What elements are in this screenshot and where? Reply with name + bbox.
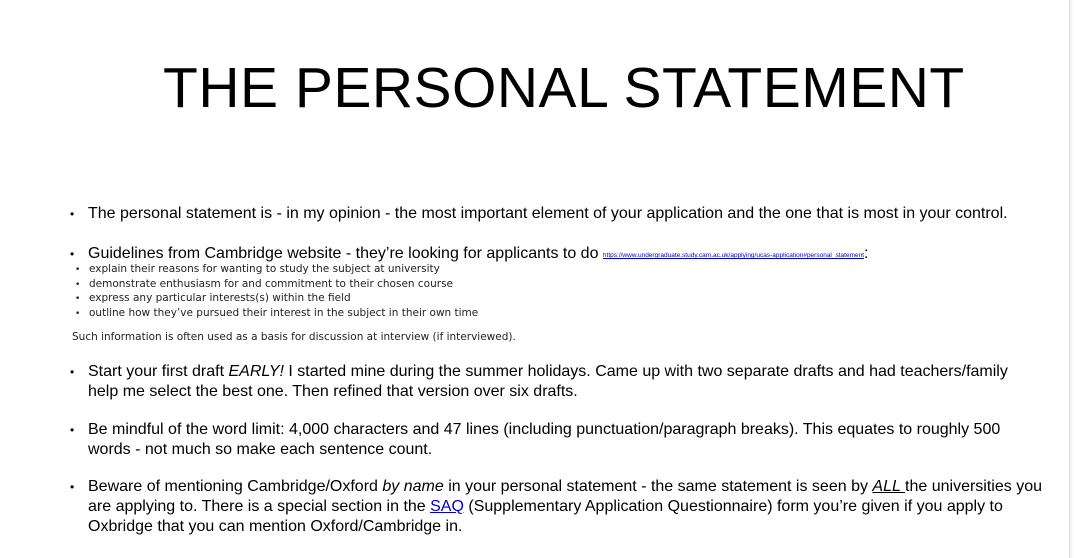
sub-list-item-text: explain their reasons for wanting to study the subject at university: [89, 263, 440, 275]
sub-list-item: [75, 292, 478, 307]
bullet-marker: •: [75, 294, 81, 305]
list-item-text: The personal statement is - in my opinion - the most important element of your application and the one that is most in your control.: [88, 205, 1008, 222]
list-item: [70, 420, 1060, 460]
sub-list-item: [75, 307, 478, 322]
bullet-marker: •: [70, 365, 75, 379]
bullet-marker: •: [70, 480, 75, 494]
emphasis-text: EARLY!: [228, 363, 284, 380]
page-title: THE PERSONAL STATEMENT: [163, 56, 965, 120]
page-edge: [1069, 0, 1074, 558]
text-run: Be mindful of the word limit: 4,000 characters and 47 lines (including punctuation/paragraph breaks). This equates to roughly 500: [88, 421, 1001, 438]
text-run: words - not much so make each sentence count.: [88, 441, 433, 458]
sub-list-item: [75, 263, 478, 278]
colon: :: [864, 245, 869, 262]
bullet-marker: •: [70, 247, 75, 261]
bullet-marker: •: [75, 265, 81, 275]
bullet-marker: •: [70, 423, 75, 437]
list-item-text: [88, 477, 1060, 537]
sub-list-item-text: outline how they’ve pursued their interest in the subject in their own time: [89, 306, 479, 319]
text-run: Oxbridge that you can mention Oxford/Cambridge in.: [88, 518, 463, 535]
sub-list-item-text: express any particular interests(s) within the field: [89, 292, 351, 305]
list-item: [70, 477, 1060, 537]
text-run: in your personal statement - the same statement is seen by: [443, 478, 873, 495]
bullet-marker: •: [75, 279, 81, 290]
text-run: the universities you: [905, 478, 1042, 495]
bullet-marker: •: [70, 207, 75, 221]
text-run: are applying to. There is a special section in the: [88, 498, 431, 515]
list-item: [70, 362, 1060, 402]
text-run: I started mine during the summer holidays. Came up with two separate drafts and had teachers/family: [283, 363, 1008, 380]
emphasis-text: by name: [382, 478, 444, 495]
guidelines-text: Guidelines from Cambridge website - they’re looking for applicants to do: [88, 245, 603, 262]
sub-list: [75, 263, 478, 321]
sub-list-item-text: demonstrate enthusiasm for and commitment to their chosen course: [89, 277, 453, 290]
list-item-text: [88, 420, 1060, 460]
list-item: [70, 204, 1060, 224]
sub-list-item: [75, 278, 478, 293]
text-run: Start your first draft: [88, 363, 229, 380]
text-run: help me select the best one. Then refined that version over six drafts.: [88, 383, 578, 400]
interview-note: Such information is often used as a basis for discussion at interview (if interviewed).: [72, 331, 516, 343]
list-item-text: [88, 362, 1060, 402]
saq-link[interactable]: SAQ: [430, 498, 464, 515]
bullet-marker: •: [75, 308, 81, 319]
text-run: (Supplementary Application Questionnaire) form you’re given if you apply to: [463, 498, 1003, 515]
text-run: Beware of mentioning Cambridge/Oxford: [88, 478, 383, 495]
emphasis-text: ALL: [872, 478, 906, 495]
cambridge-guidelines-link[interactable]: https://www.undergraduate.study.cam.ac.uk/applying/ucas-application#personal_statement: [602, 252, 865, 259]
